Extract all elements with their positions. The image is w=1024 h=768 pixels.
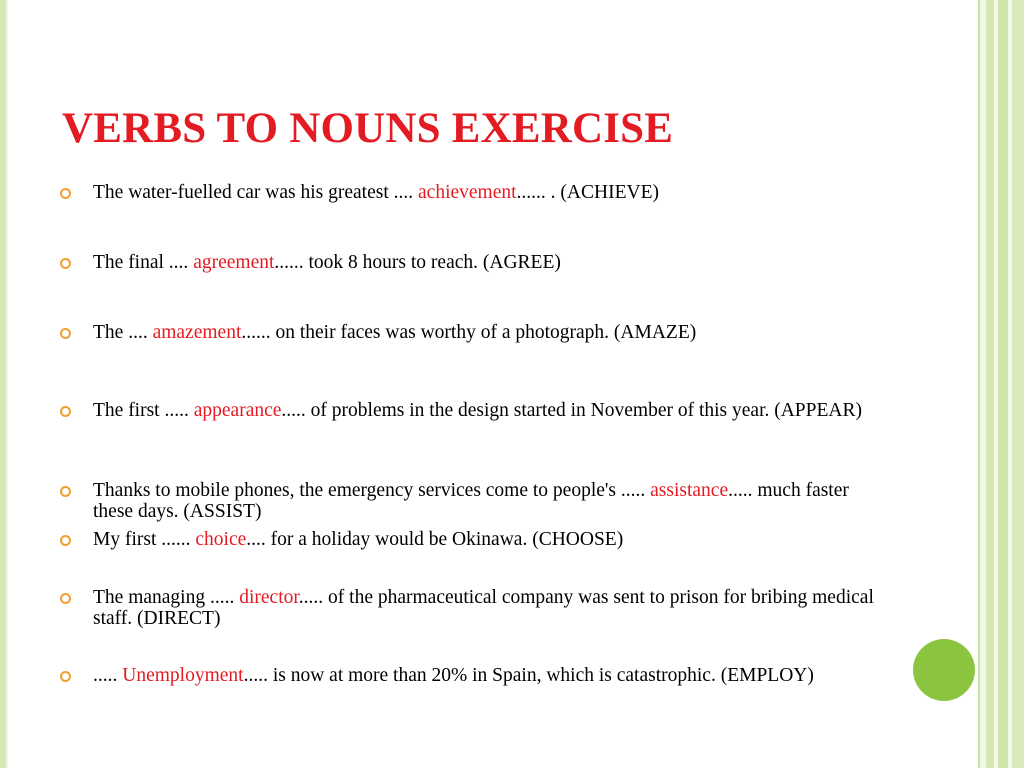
right-border-stripe xyxy=(986,0,994,768)
bullet-icon xyxy=(60,258,71,269)
answer-word: choice xyxy=(195,529,247,550)
exercise-sentence: My first ...... choice.... for a holiday would be Okinawa. (CHOOSE) xyxy=(93,529,624,550)
answer-word: director xyxy=(239,587,299,608)
exercise-item xyxy=(60,322,880,343)
bullet-icon xyxy=(60,671,71,682)
exercise-sentence: The water-fuelled car was his greatest .... achievement...... . (ACHIEVE) xyxy=(93,182,659,203)
answer-word: Unemployment xyxy=(122,665,244,686)
exercise-sentence: The managing ..... director..... of the pharmaceutical company was sent to prison for bribing medical staff. (DIRECT) xyxy=(93,587,874,629)
answer-word: assistance xyxy=(650,480,729,501)
answer-word: achievement xyxy=(418,182,517,203)
answer-word: appearance xyxy=(193,400,282,421)
bullet-icon xyxy=(60,406,71,417)
bullet-icon xyxy=(60,188,71,199)
right-border-stripe xyxy=(1012,0,1024,768)
exercise-sentence: Thanks to mobile phones, the emergency services come to people's ..... assistance..... much faster these days. (ASSIST) xyxy=(93,480,849,522)
bullet-icon xyxy=(60,593,71,604)
bullet-icon xyxy=(60,486,71,497)
slide-title: VERBS TO NOUNS EXERCISE xyxy=(62,105,674,152)
bullet-icon xyxy=(60,328,71,339)
exercise-item xyxy=(60,587,880,629)
left-border-decoration xyxy=(0,0,6,768)
answer-word: agreement xyxy=(193,252,275,273)
exercise-item xyxy=(60,665,880,686)
exercise-sentence: The final .... agreement...... took 8 hours to reach. (AGREE) xyxy=(93,252,561,273)
exercise-sentence: The first ..... appearance..... of problems in the design started in November of this year. (APPEAR) xyxy=(93,400,862,421)
bullet-icon xyxy=(60,535,71,546)
exercise-item xyxy=(60,252,880,273)
exercise-item xyxy=(60,480,880,522)
exercise-item xyxy=(60,529,880,550)
exercise-item xyxy=(60,400,880,421)
right-border-stripe xyxy=(998,0,1008,768)
green-circle-decoration xyxy=(913,639,975,701)
exercise-sentence: ..... Unemployment..... is now at more than 20% in Spain, which is catastrophic. (EMPLOY) xyxy=(93,665,814,686)
answer-word: amazement xyxy=(152,322,242,343)
exercise-item xyxy=(60,182,880,203)
exercise-sentence: The .... amazement...... on their faces was worthy of a photograph. (AMAZE) xyxy=(93,322,697,343)
